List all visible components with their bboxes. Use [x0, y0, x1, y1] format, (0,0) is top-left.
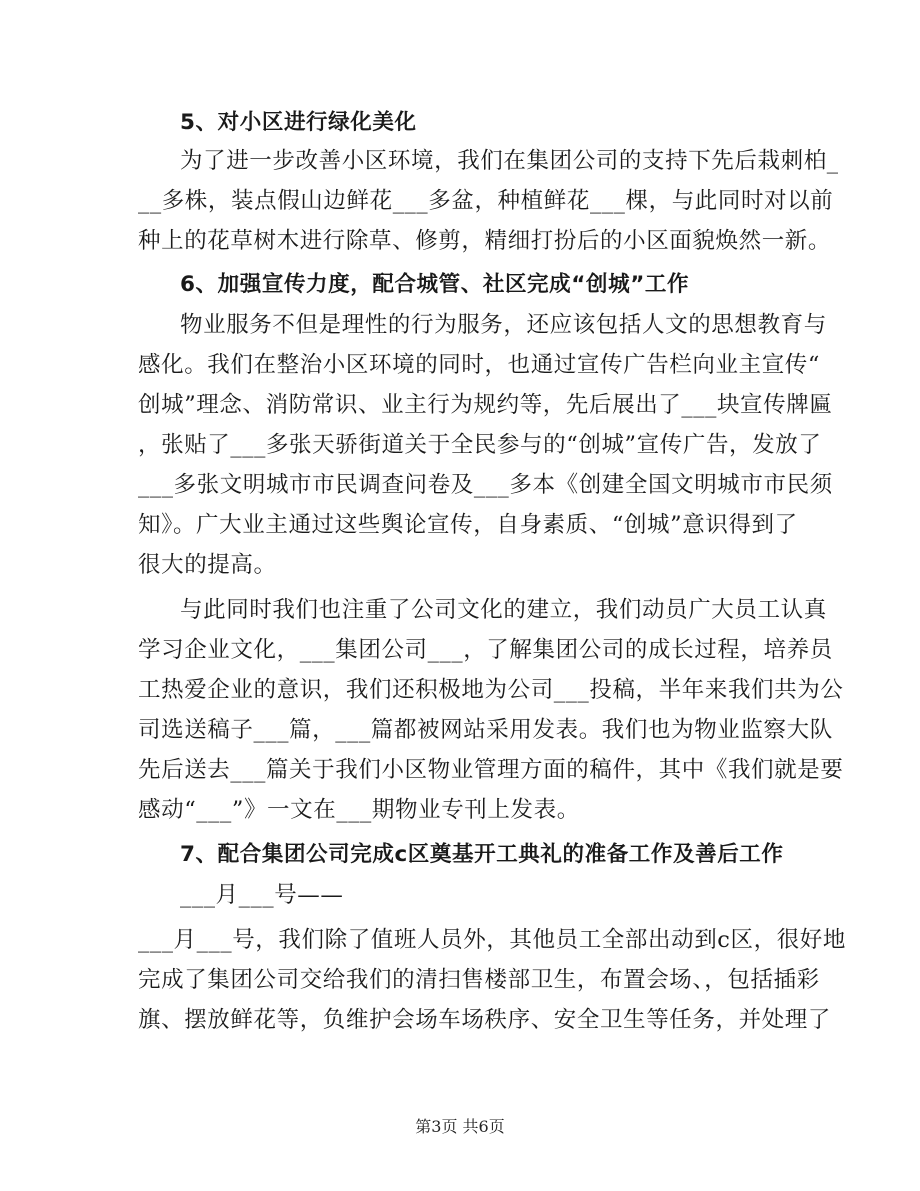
section-6-p1-line-1: 物业服务不但是理性的行为服务，还应该包括人文的思想教育与: [180, 312, 827, 338]
page-number-footer: 第3页 共6页: [415, 1117, 505, 1136]
section-6-p2-line-4: 司选送稿子___篇，___篇都被网站采用发表。我们也为物业监察大队: [138, 717, 833, 743]
section-6-p2-line-3: 工热爱企业的意识，我们还积极地为公司___投稿，半年来我们共为公: [138, 677, 844, 703]
section-6-p1-line-7: 很大的提高。: [138, 552, 277, 578]
section-6-p1-line-3: 创城”理念、消防常识、业主行为规约等，先后展出了___块宣传牌匾: [138, 392, 833, 418]
section-6-p2-line-6: 感动“___”》一文在___期物业专刊上发表。: [138, 797, 580, 823]
section-6-p1-line-6: 知》。广大业主通过这些舆论宣传，自身素质、“创城”意识得到了: [138, 512, 798, 538]
section-5-line-2: __多株，装点假山边鲜花___多盆，种植鲜花___棵，与此同时对以前: [138, 188, 834, 214]
section-6-p2-line-5: 先后送去___篇关于我们小区物业管理方面的稿件，其中《我们就是要: [138, 757, 844, 783]
section-5-line-1: 为了进一步改善小区环境，我们在集团公司的支持下先后栽刺柏_: [180, 148, 839, 174]
section-6-heading: 6、加强宣传力度，配合城管、社区完成“创城”工作: [180, 272, 690, 297]
section-7-line-1: ___月___号，我们除了值班人员外，其他员工全部出动到c区，很好地: [138, 927, 847, 953]
section-6-p1-line-5: ___多张文明城市市民调查问卷及___多本《创建全国文明城市市民须: [138, 472, 833, 498]
section-7-heading: 7、配合集团公司完成c区奠基开工典礼的准备工作及善后工作: [180, 842, 784, 867]
section-6-p2-line-2: 学习企业文化，___集团公司___，了解集团公司的成长过程，培养员: [138, 637, 833, 663]
section-5-line-3: 种上的花草树木进行除草、修剪，精细打扮后的小区面貌焕然一新。: [138, 228, 832, 254]
section-7-line-3: 旗、摆放鲜花等，负维护会场车场秩序、安全卫生等任务，并处理了: [138, 1007, 832, 1033]
section-5-heading: 5、对小区进行绿化美化: [180, 110, 417, 135]
section-6-p1-line-2: 感化。我们在整治小区环境的同时，也通过宣传广告栏向业主宣传“: [138, 352, 821, 378]
section-6-p1-line-4: ，张贴了___多张天骄街道关于全民参与的“创城”宣传广告，发放了: [138, 432, 822, 458]
section-7-date-line: ___月___号——: [180, 882, 344, 908]
section-7-line-2: 完成了集团公司交给我们的清扫售楼部卫生，布置会场、，包括插彩: [138, 967, 820, 993]
section-6-p2-line-1: 与此同时我们也注重了公司文化的建立，我们动员广大员工认真: [180, 597, 827, 623]
